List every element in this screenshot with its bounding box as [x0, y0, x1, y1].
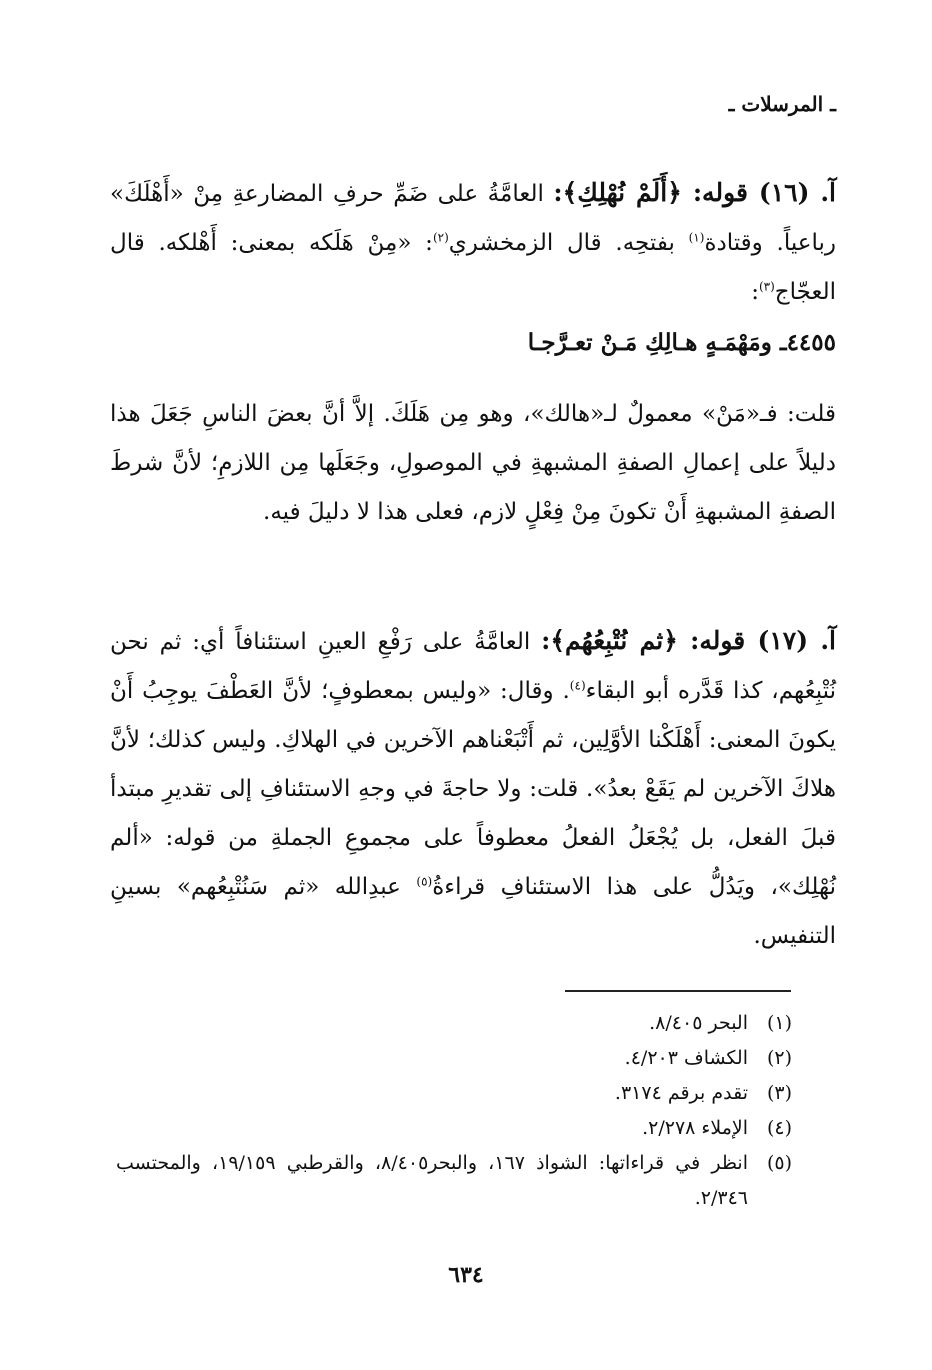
footnote-item: [116, 1146, 792, 1216]
paragraph-verse-16: [110, 168, 836, 317]
text-segment: : «مِنْ هَلَكه بمعنى: أَهْلكه. قال العجّاج: [110, 230, 836, 305]
poetry-verse: ٤٤٥٥ـ ومَهْمَـهٍ هـالِكِ مَـنْ تعـرَّجـا: [527, 329, 836, 356]
footnote-ref-3[interactable]: (٣): [758, 279, 775, 294]
text-segment: بفتحِه. قال الزمخشري: [448, 230, 689, 256]
text-segment: :: [751, 279, 759, 305]
paragraph-verse-17: [110, 616, 836, 961]
footnote-item: [116, 1076, 792, 1111]
footnote-text: الكشاف ٤/٢٠٣.: [624, 1047, 748, 1069]
paragraph-commentary: قلت: فـ«مَنْ» معمولٌ لـ«هالك»، وهو مِن هَلَكَ. إلاَّ أنَّ بعضَ الناسِ جَعَلَ هذا دليلاً على إعمالِ الصفةِ المشبهةِ في الموصولِ، وجَعَلَها مِن اللازمِ؛ لأنَّ شرطَ الصفةِ المشبهةِ أَنْ تكونَ مِنْ فِعْلٍ لازم، فعلى هذا لا دليلَ فيه.: [110, 401, 836, 525]
footnote-number: (٣): [766, 1082, 792, 1104]
page-number: ٦٣٤: [448, 1262, 484, 1288]
footnote-number: (١): [766, 1012, 792, 1034]
footnote-number: (٤): [766, 1117, 792, 1139]
footnote-ref-4[interactable]: (٤): [569, 678, 586, 693]
text-segment: العامَّةُ على ضَمِّ حرفِ المضارعةِ مِنْ «أَهْلَكَ» رباعياً. وقتادة: [110, 181, 837, 256]
footnote-item: [116, 1006, 792, 1041]
footnote-ref-5[interactable]: (٥): [416, 874, 433, 889]
text-segment: عبدِالله «ثم سَنُتْبِعُهم» بسينِ التنفيس.: [110, 874, 836, 949]
footnote-text: انظر في قراءاتها: الشواذ ١٦٧، والبحر٨/٤٠٥، والقرطبي ١٩/١٥٩، والمحتسب ٢/٣٤٦.: [116, 1152, 748, 1209]
verse-16-heading: آ. (١٦) قوله: ﴿أَلَمْ نُهْلِكِ﴾:: [553, 178, 836, 207]
footnotes: [116, 1006, 792, 1216]
running-header: ـ المرسلات ـ: [728, 92, 836, 116]
text-segment: . وقال: «وليس بمعطوفٍ؛ لأنَّ العَطْفَ يوجِبُ أَنْ يكونَ المعنى: أَهْلَكْنا الأوَّلِين، ثم أَتْبَعْناهم الآخرين في الهلاكِ. وليس كذلك؛ لأنَّ هلاكَ الآخرين لم يَقَعْ بعدُ». قلت: ولا حاجةَ في وجهِ الاستئنافِ إلى تقديرِ مبتدأ قبلَ الفعل، بل يُجْعَلُ الفعلُ معطوفاً على مجموعِ الجملةِ من قوله: «ألم نُهْلِك»، ويَدُلُّ على هذا الاستئنافِ قراءةُ: [110, 678, 836, 900]
footnote-item: [116, 1111, 792, 1146]
footnote-text: تقدم برقم ٣١٧٤.: [614, 1082, 748, 1104]
footnote-text: البحر ٨/٤٠٥.: [649, 1012, 748, 1034]
verse-17-heading: آ. (١٧) قوله: ﴿ثم نُتْبِعُهُم﴾:: [541, 626, 836, 655]
text-segment: العامَّةُ على رَفْعِ العينِ استئنافاً أي: ثم نحن نُتْبِعُهم، كذا قَدَّره أبو البقاء: [110, 629, 836, 704]
footnote-number: (٢): [766, 1047, 792, 1069]
footnote-item: [116, 1041, 792, 1076]
footnote-text: الإملاء ٢/٢٧٨.: [642, 1117, 748, 1139]
footnote-number: (٥): [766, 1152, 792, 1174]
footnote-ref-1[interactable]: (١): [688, 230, 705, 245]
footnote-ref-2[interactable]: (٢): [432, 230, 449, 245]
footnote-divider: [565, 990, 791, 992]
